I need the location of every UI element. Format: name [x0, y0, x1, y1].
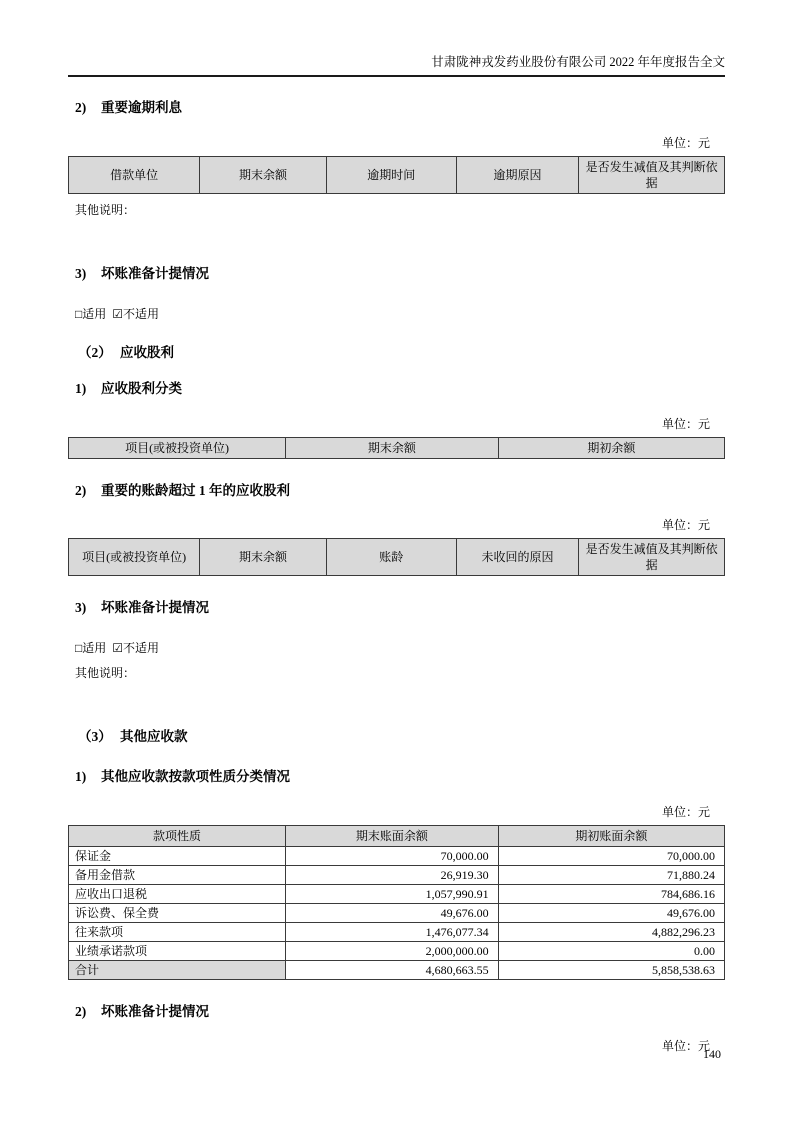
row-label: 往来款项: [69, 923, 286, 942]
heading-title: 坏账准备计提情况: [101, 1004, 209, 1019]
table-row: [69, 942, 725, 961]
beginning-balance: 71,880.24: [498, 866, 724, 885]
applicability-line: [68, 641, 725, 655]
table-row: [69, 866, 725, 885]
checkbox-unchecked-applicable: □适用: [75, 641, 107, 655]
heading-other-receivables-classification: [68, 768, 725, 785]
col-header: 账龄: [326, 539, 456, 576]
beginning-balance: 0.00: [498, 942, 724, 961]
heading-number: 2): [75, 100, 87, 115]
page-number: 140: [703, 1047, 721, 1061]
heading-title: 应收股利: [120, 345, 174, 360]
table-header-row: [69, 157, 725, 194]
row-label: 应收出口退税: [69, 885, 286, 904]
ending-balance: 1,057,990.91: [286, 885, 499, 904]
unit-label: 单位：元: [661, 805, 710, 819]
heading-title: 坏账准备计提情况: [101, 600, 209, 615]
table-row: [69, 923, 725, 942]
col-header: 是否发生减值及其判断依据: [579, 157, 725, 194]
table-header-row: [69, 539, 725, 576]
table-row: [69, 847, 725, 866]
heading-number: 3): [75, 600, 87, 615]
ending-balance: 49,676.00: [286, 904, 499, 923]
col-header: 逾期时间: [326, 157, 456, 194]
report-header: [68, 55, 725, 77]
col-header: 期末余额: [200, 539, 327, 576]
heading-other-receivables: [68, 728, 725, 745]
heading-number: 2): [75, 483, 87, 498]
heading-dividends-receivable: [68, 344, 725, 361]
col-header: 期末余额: [286, 438, 499, 459]
beginning-balance: 784,686.16: [498, 885, 724, 904]
ending-balance: 1,476,077.34: [286, 923, 499, 942]
heading-title: 应收股利分类: [101, 381, 182, 396]
beginning-balance: 70,000.00: [498, 847, 724, 866]
table-row: [69, 885, 725, 904]
col-header: 逾期原因: [456, 157, 579, 194]
heading-bad-debt-provision-1: [68, 265, 725, 282]
heading-important-overdue-interest: [68, 99, 725, 116]
col-header: 期末账面余额: [286, 826, 499, 847]
unit-label: 单位：元: [661, 417, 710, 431]
heading-number: 1): [75, 381, 87, 396]
col-header: 项目(或被投资单位): [69, 539, 200, 576]
total-label: 合计: [69, 961, 286, 980]
table-total-row: [69, 961, 725, 980]
heading-number: （2）: [78, 345, 112, 360]
heading-bad-debt-provision-2: [68, 599, 725, 616]
col-header: 期初账面余额: [498, 826, 724, 847]
row-label: 备用金借款: [69, 866, 286, 885]
unit-label: 单位：元: [661, 1039, 710, 1053]
ending-balance: 2,000,000.00: [286, 942, 499, 961]
heading-number: 2): [75, 1004, 87, 1019]
col-header: 是否发生减值及其判断依据: [579, 539, 725, 576]
col-header: 期初余额: [498, 438, 724, 459]
col-header: 期末余额: [200, 157, 327, 194]
dividends-classification-table: [68, 437, 725, 459]
table-header-row: [69, 438, 725, 459]
overdue-interest-table: [68, 156, 725, 194]
checkbox-unchecked-applicable: □适用: [75, 307, 107, 321]
row-label: 诉讼费、保全费: [69, 904, 286, 923]
heading-number: 3): [75, 266, 87, 281]
checkbox-checked-not-applicable: ☑不适用: [112, 641, 160, 655]
col-header: 未收回的原因: [456, 539, 579, 576]
applicability-line: [68, 307, 725, 321]
table-header-row: [69, 826, 725, 847]
heading-dividends-classification: [68, 380, 725, 397]
heading-bad-debt-provision-3: [68, 1003, 725, 1020]
heading-title: 其他应收款按款项性质分类情况: [101, 769, 290, 784]
row-label: 业绩承诺款项: [69, 942, 286, 961]
col-header: 借款单位: [69, 157, 200, 194]
col-header: 项目(或被投资单位): [69, 438, 286, 459]
heading-title: 其他应收款: [120, 729, 188, 744]
heading-dividends-over-one-year: [68, 482, 725, 499]
row-label: 保证金: [69, 847, 286, 866]
dividends-over-one-year-table: [68, 538, 725, 576]
unit-label: 单位：元: [661, 136, 710, 150]
report-title: 甘肃陇神戎发药业股份有限公司 2022 年年度报告全文: [431, 55, 725, 69]
unit-label: 单位：元: [661, 518, 710, 532]
beginning-balance: 4,882,296.23: [498, 923, 724, 942]
heading-number: 1): [75, 769, 87, 784]
heading-title: 重要逾期利息: [101, 100, 182, 115]
total-beginning-balance: 5,858,538.63: [498, 961, 724, 980]
total-ending-balance: 4,680,663.55: [286, 961, 499, 980]
other-notes-label: 其他说明：: [75, 203, 136, 217]
heading-title: 重要的账龄超过 1 年的应收股利: [101, 483, 290, 498]
other-notes-label: 其他说明：: [75, 666, 136, 680]
heading-title: 坏账准备计提情况: [101, 266, 209, 281]
table-row: [69, 904, 725, 923]
ending-balance: 70,000.00: [286, 847, 499, 866]
beginning-balance: 49,676.00: [498, 904, 724, 923]
col-header: 款项性质: [69, 826, 286, 847]
ending-balance: 26,919.30: [286, 866, 499, 885]
checkbox-checked-not-applicable: ☑不适用: [112, 307, 160, 321]
other-receivables-table: [68, 825, 725, 980]
heading-number: （3）: [78, 729, 112, 744]
